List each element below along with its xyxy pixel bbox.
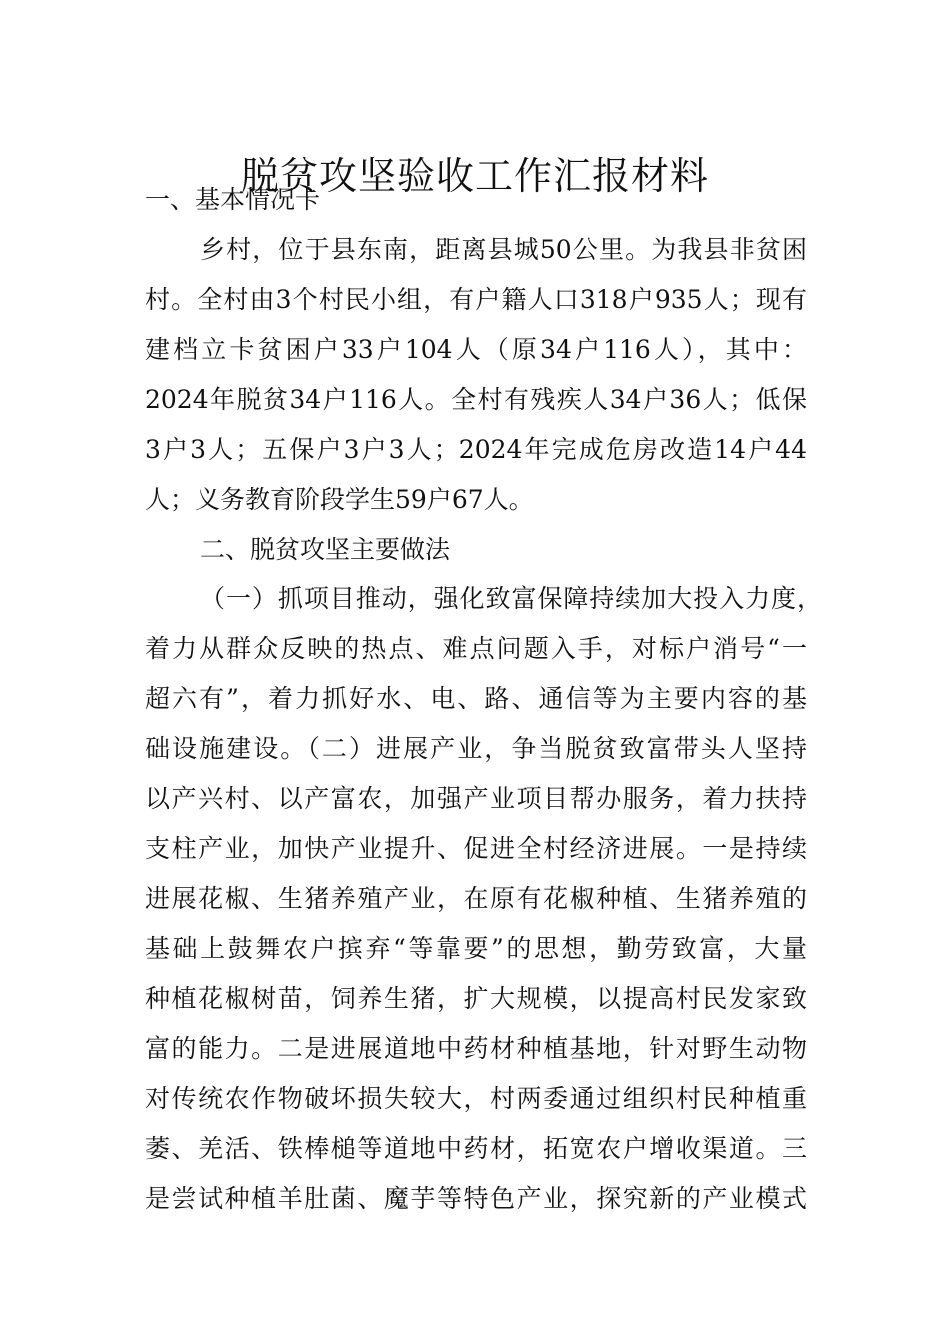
paragraph-line: 着力从群众反映的热点、难点问题入手，对标户消号“一 [145,634,807,663]
paragraph-line: 基础上鼓舞农户摈弃“等靠要”的思想，勤劳致富，大量 [145,934,807,963]
section-heading-main-practices: 二、脱贫攻坚主要做法 [200,535,451,564]
paragraph-line: 对传统农作物破坏损失较大，村两委通过组织村民种植重 [145,1084,807,1113]
paragraph-line: 建档立卡贫困户33户104人（原34户116人），其中： [145,335,807,364]
paragraph-line: 础设施建设。（二）进展产业，争当脱贫致富带头人坚持 [145,734,807,763]
paragraph-line: 超六有”，着力抓好水、电、路、通信等为主要内容的基 [145,684,807,713]
paragraph-line: 3户3人；五保户3户3人；2024年完成危房改造14户44 [145,435,807,464]
paragraph-line: 进展花椒、生猪养殖产业，在原有花椒种植、生猪养殖的 [145,884,807,913]
section-heading-basic-info: 一、基本情况卡 [145,185,321,214]
paragraph-line: 种植花椒树苗，饲养生猪，扩大规模，以提高村民发家致 [145,984,807,1013]
paragraph-line: （一）抓项目推动，强化致富保障持续加大投入力度， [200,584,822,613]
paragraph-line: 萎、羌活、铁棒槌等道地中药材，拓宽农户增收渠道。三 [145,1134,807,1163]
paragraph-line: 以产兴村、以产富农，加强产业项目帮办服务，着力扶持 [145,784,807,813]
paragraph-line: 2024年脱贫34户116人。全村有残疾人34户36人；低保 [145,385,807,414]
paragraph-line: 村。全村由3个村民小组，有户籍人口318户935人；现有 [145,285,807,314]
paragraph-line: 富的能力。二是进展道地中药材种植基地，针对野生动物 [145,1034,807,1063]
paragraph-line: 人；义务教育阶段学生59户67人。 [145,485,534,514]
paragraph-line: 乡村，位于县东南，距离县城50公里。为我县非贫困 [200,235,807,264]
paragraph-line: 是尝试种植羊肚菌、魔芋等特色产业，探究新的产业模式 [145,1184,807,1213]
paragraph-line: 支柱产业，加快产业提升、促进全村经济进展。一是持续 [145,834,807,863]
document-title: 脱贫攻坚验收工作汇报材料 [240,154,709,199]
